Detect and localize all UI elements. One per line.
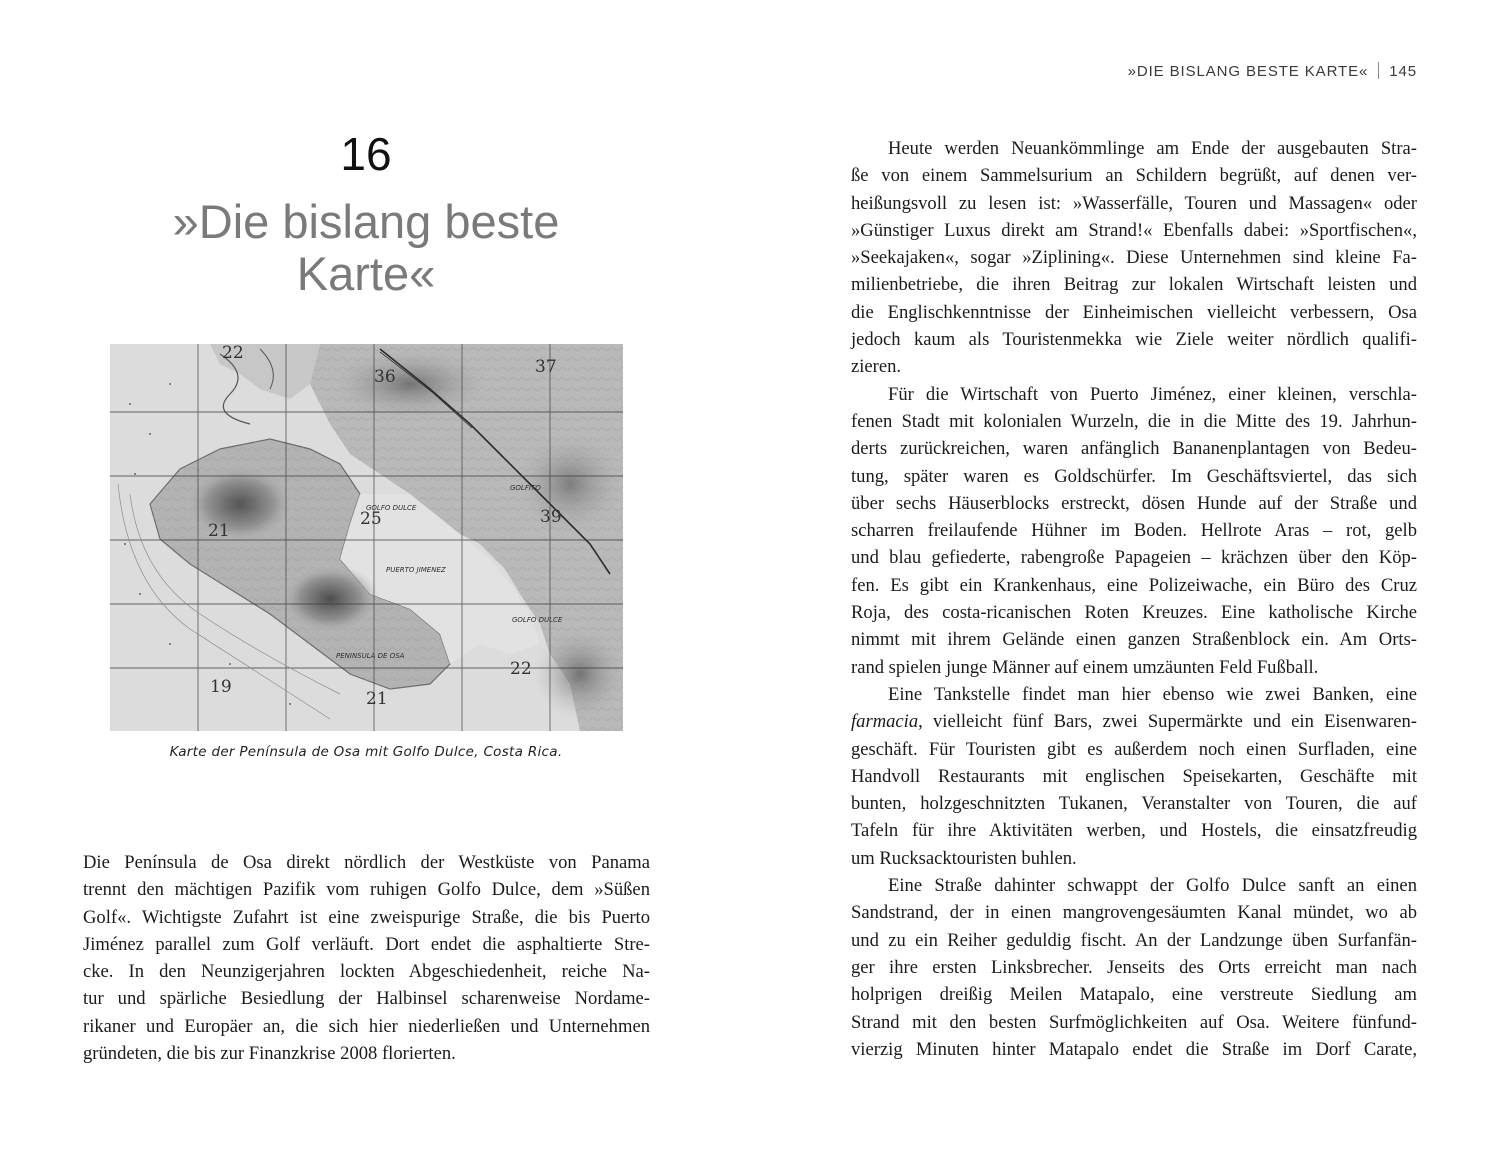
running-head-divider: [1378, 62, 1379, 79]
text-fragment: Tankstelle findet man hier ebenso wie zwei Banken, eine: [933, 683, 1418, 705]
map-grid-label: 37: [535, 357, 557, 377]
map-grid-label: 36: [374, 367, 396, 387]
text-line: derts zurückreichen, waren anfänglich Bananenplantagen von Bedeu-: [851, 438, 1417, 460]
map-place-label: GOLFITO: [510, 484, 541, 492]
paragraph: [851, 681, 1417, 872]
map-grid-label: 25: [360, 509, 382, 529]
paragraph: [851, 872, 1417, 1063]
text-line: die Englischkenntnisse der Einheimischen vielleicht verbessern, Osa: [851, 301, 1417, 323]
page-number: 145: [1389, 63, 1417, 80]
text-line: Golf«. Wichtigste Zufahrt ist eine zweispurige Straße, die bis Puerto: [83, 906, 650, 928]
map-grid-label: 22: [222, 344, 244, 363]
text-line: scharren freilaufende Hühner im Boden. Hellrote Aras – rot, gelb: [851, 520, 1417, 542]
text-line: Jiménez parallel zum Golf verläuft. Dort endet die asphaltierte Stre-: [83, 933, 650, 955]
map-grid-label: 39: [540, 507, 562, 527]
running-head: [1128, 62, 1417, 80]
map-place-label: GOLFO DULCE: [366, 504, 417, 512]
text-line: geschäft. Für Touristen gibt es außerdem noch einen Surfladen, eine: [851, 738, 1417, 760]
text-line: über sechs Häuserblocks erstreckt, dösen Hunde auf der Straße und: [851, 492, 1417, 514]
text-line: gründeten, die bis zur Finanzkrise 2008 florierten.: [83, 1043, 456, 1065]
text-line: holprigen dreißig Meilen Matapalo, eine verstreute Siedlung am: [851, 984, 1417, 1006]
text-line: und zu ein Reiher geduldig fischt. An der Landzunge üben Surfanfän-: [851, 929, 1417, 951]
text-line: cke. In den Neunzigerjahren lockten Abgeschiedenheit, reiche Na-: [83, 961, 650, 983]
text-line: vierzig Minuten hinter Matapalo endet die Straße im Dorf Carate,: [851, 1038, 1417, 1060]
text-fragment: , vielleicht fünf Bars, zwei Supermärkte und ein Eisenwaren-: [918, 711, 1417, 733]
right-column-text: [851, 135, 1417, 1063]
text-line: [851, 708, 1417, 735]
text-line: milienbetriebe, die ihren Beitrag zur lokalen Wirtschaft leisten und: [851, 274, 1417, 296]
text-line: tung, später waren es Goldschürfer. Im Geschäftsviertel, das sich: [851, 465, 1417, 487]
text-line: Tafeln für ihre Aktivitäten werben, und Hostels, die einsatzfreudig: [851, 820, 1417, 842]
text-line: [851, 681, 1417, 708]
text-fragment: Eine: [888, 683, 923, 705]
map-grid-label: 22: [510, 659, 532, 679]
chapter-title: [0, 196, 732, 300]
chapter-number: 16: [340, 128, 392, 180]
chapter-title-line-1: »Die bislang beste: [172, 195, 560, 248]
text-line: Eine Straße dahinter schwappt der Golfo Dulce sanft an einen: [888, 875, 1417, 897]
map-grid-label: 21: [208, 521, 230, 541]
osa-peninsula-map: [110, 344, 623, 731]
paragraph: [851, 135, 1417, 381]
paragraph: [851, 381, 1417, 681]
text-line: ße von einem Sammelsurium an Schildern begrüßt, auf denen ver-: [851, 165, 1417, 187]
text-line: nimmt mit ihrem Gelände einen ganzen Straßenblock ein. Am Orts-: [851, 629, 1417, 651]
text-line: Für die Wirtschaft von Puerto Jiménez, einer kleinen, verschla-: [888, 383, 1417, 405]
map-grid-label: 19: [210, 677, 232, 697]
text-line: Heute werden Neuankömmlinge am Ende der ausgebauten Stra-: [888, 138, 1417, 159]
map-place-label: PENINSULA DE OSA: [336, 652, 405, 660]
chapter-title-line-2: Karte«: [296, 247, 436, 300]
text-line: fen. Es gibt ein Krankenhaus, eine Polizeiwache, ein Büro des Cruz: [851, 574, 1417, 596]
running-head-title: »DIE BISLANG BESTE KARTE«: [1127, 63, 1369, 80]
text-line: ger ihre ersten Linksbrecher. Jenseits des Orts erreicht man nach: [851, 956, 1417, 978]
map-place-label: GOLFO DULCE: [512, 616, 563, 624]
left-column-text: [83, 849, 650, 1067]
text-line: Strand mit den besten Surfmöglichkeiten auf Osa. Weitere fünfund-: [851, 1011, 1417, 1033]
text-line: fenen Stadt mit kolonialen Wurzeln, die in die Mitte des 19. Jahrhun-: [851, 410, 1417, 432]
text-line: trennt den mächtigen Pazifik vom ruhigen Golfo Dulce, dem »Süßen: [83, 879, 650, 901]
map-place-label: PUERTO JIMENEZ: [386, 566, 446, 574]
text-line: Roja, des costa-ricanischen Roten Kreuzes. Eine katholische Kirche: [851, 602, 1417, 624]
text-line: rikaner und Europäer an, die sich hier niederließen und Unternehmen: [83, 1015, 650, 1037]
figure-caption: Karte der Península de Osa mit Golfo Dulce, Costa Rica.: [169, 744, 563, 760]
right-page: [750, 0, 1500, 1167]
paragraph: [83, 849, 650, 1067]
text-line: Handvoll Restaurants mit englischen Speisekarten, Geschäfte mit: [851, 765, 1417, 787]
text-line: jedoch kaum als Touristenmekka wie Ziele weiter nördlich qualifi-: [851, 329, 1417, 351]
text-line: heißungsvoll zu lesen ist: »Wasserfälle, Touren und Massagen« oder: [851, 192, 1417, 214]
text-line: bunten, holzgeschnitzten Tukanen, Veranstalter von Touren, die auf: [851, 793, 1417, 815]
text-line: Die Península de Osa direkt nördlich der Westküste von Panama: [83, 852, 650, 873]
map-figure: [110, 344, 623, 731]
text-line: und blau gefiederte, rabengroße Papageien – krächzen über den Köp-: [851, 547, 1417, 569]
map-grid-label: 21: [366, 689, 388, 709]
text-line: tur und spärliche Besiedlung der Halbinsel scharenweise Nordame-: [83, 988, 650, 1010]
text-line: rand spielen junge Männer auf einem umzäunten Feld Fußball.: [851, 656, 1319, 678]
text-line: »Günstiger Luxus direkt am Strand!« Ebenfalls dabei: »Sportfischen«,: [851, 219, 1417, 241]
text-line: »Seekajaken«, sogar »Ziplining«. Diese Unternehmen sind kleine Fa-: [851, 247, 1417, 269]
text-line: Sandstrand, der in einen mangrovengesäumten Kanal mündet, wo ab: [851, 902, 1417, 924]
italic-word: farmacia: [851, 711, 919, 733]
text-line: um Rucksacktouristen buhlen.: [851, 847, 1077, 869]
text-line: zieren.: [851, 356, 902, 378]
